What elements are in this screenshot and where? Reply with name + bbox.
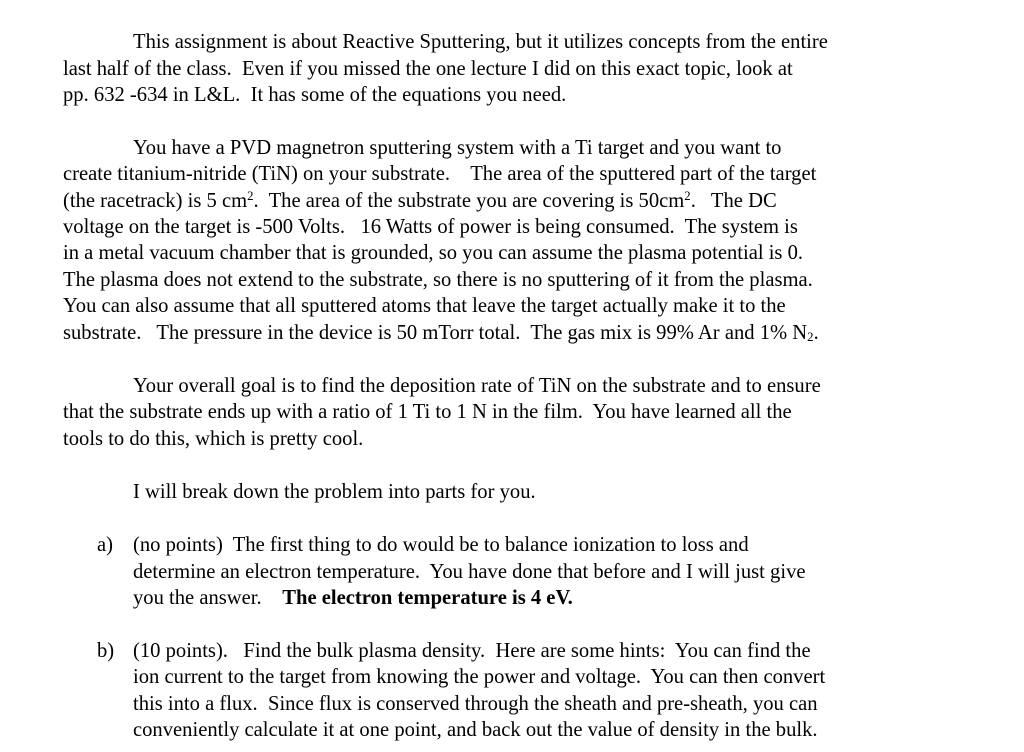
paragraph-2-line-2: create titanium-nitride (TiN) on your substrate. The area of the sputtered part of the target xyxy=(63,163,817,185)
paragraph-2-line-7: You can also assume that all sputtered atoms that leave the target actually make it to the xyxy=(63,295,786,317)
paragraph-1-line-2: last half of the class. Even if you missed the one lecture I did on this exact topic, look at xyxy=(63,58,793,80)
paragraph-2-line-8 xyxy=(63,320,819,346)
paragraph-2-line-6: The plasma does not extend to the substrate, so there is no sputtering of it from the plasma. xyxy=(63,269,813,291)
item-b-line-2: ion current to the target from knowing the power and voltage. You can then convert xyxy=(133,666,826,688)
item-a-line-1: (no points) The first thing to do would be to balance ionization to loss and xyxy=(133,534,749,556)
paragraph-3-line-3: tools to do this, which is pretty cool. xyxy=(63,428,364,450)
item-a-line-2: determine an electron temperature. You have done that before and I will just give xyxy=(133,561,806,583)
item-b-line-3: this into a flux. Since flux is conserved through the sheath and pre-sheath, you can xyxy=(133,693,818,715)
superscript: 2 xyxy=(684,188,691,203)
paragraph-2-line-4: voltage on the target is -500 Volts. 16 Watts of power is being consumed. The system is xyxy=(63,216,798,238)
bold-answer: The electron temperature is 4 eV. xyxy=(282,587,573,609)
item-b-marker: b) xyxy=(97,640,115,662)
item-a-line-3 xyxy=(133,585,573,611)
item-a-marker: a) xyxy=(97,534,113,556)
text-run: you the answer. xyxy=(133,587,283,609)
text-run: . The DC xyxy=(690,190,777,212)
text-run: . xyxy=(813,322,819,344)
paragraph-3-line-2: that the substrate ends up with a ratio of 1 Ti to 1 N in the film. You have learned all the xyxy=(63,401,792,423)
text-run: . The area of the substrate you are covering is 50cm xyxy=(253,190,685,212)
paragraph-4-line-1: I will break down the problem into parts for you. xyxy=(133,481,536,503)
item-b-line-1: (10 points). Find the bulk plasma density. Here are some hints: You can find the xyxy=(133,640,811,662)
paragraph-3-line-1: Your overall goal is to find the deposition rate of TiN on the substrate and to ensure xyxy=(133,375,821,397)
subscript: 2 xyxy=(807,329,814,344)
paragraph-2-line-5: in a metal vacuum chamber that is grounded, so you can assume the plasma potential is 0. xyxy=(63,242,804,264)
paragraph-2-line-3 xyxy=(63,188,777,214)
text-run: (the racetrack) is 5 cm xyxy=(63,190,248,212)
paragraph-1-line-3: pp. 632 -634 in L&L. It has some of the equations you need. xyxy=(63,84,567,106)
paragraph-1-line-1: This assignment is about Reactive Sputtering, but it utilizes concepts from the entire xyxy=(133,31,828,53)
paragraph-2-line-1: You have a PVD magnetron sputtering system with a Ti target and you want to xyxy=(133,137,782,159)
item-b-line-4: conveniently calculate it at one point, and back out the value of density in the bulk. xyxy=(133,719,818,741)
superscript: 2 xyxy=(247,188,254,203)
text-run: substrate. The pressure in the device is 50 mTorr total. The gas mix is 99% Ar and 1% N xyxy=(63,322,808,344)
